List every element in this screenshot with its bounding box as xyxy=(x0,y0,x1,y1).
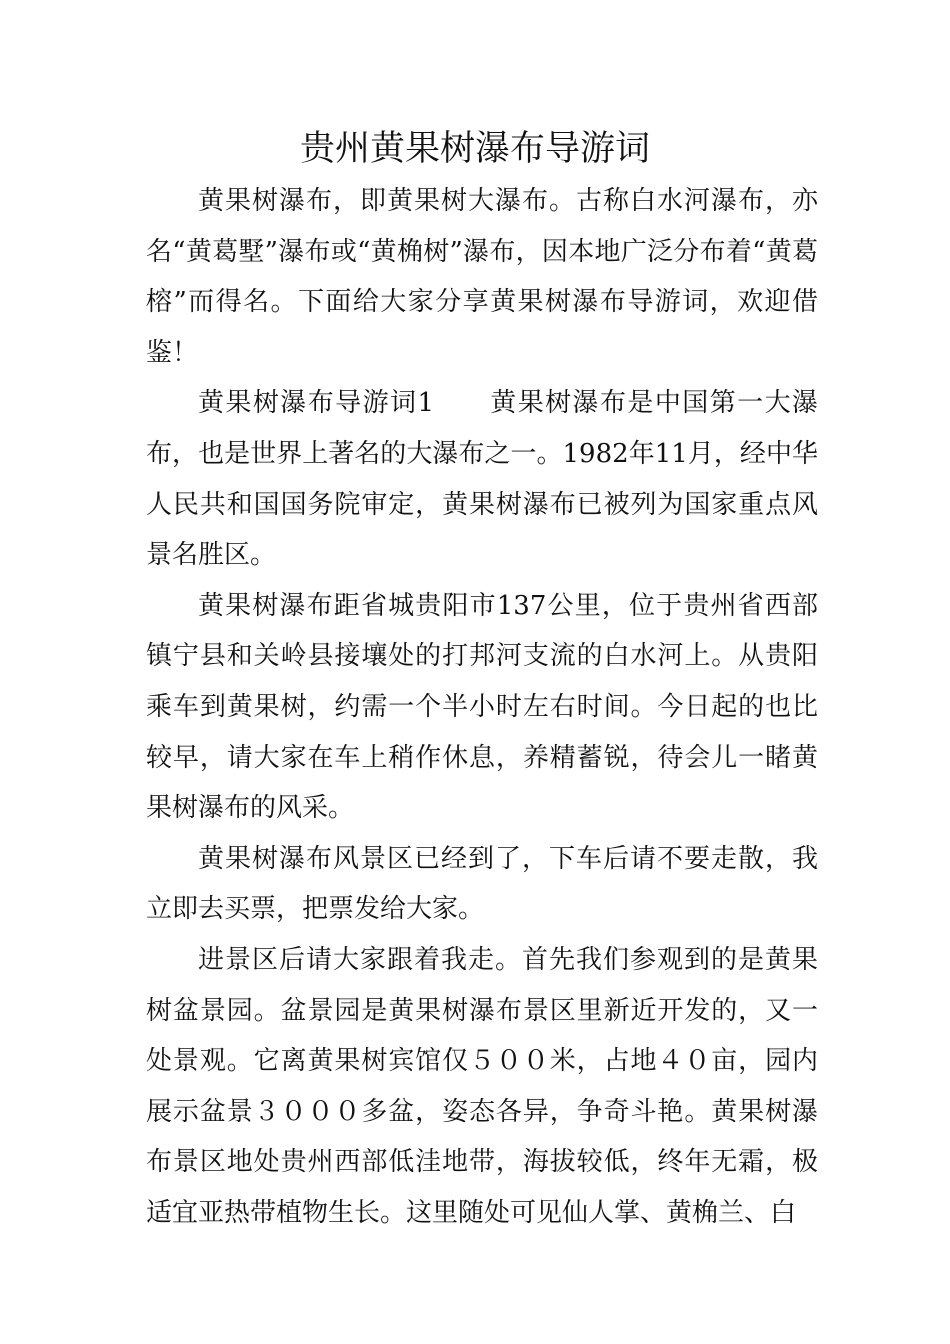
paragraph-section-1: 黄果树瀑布导游词1 黄果树瀑布是中国第一大瀑布，也是世界上著名的大瀑布之一。1982年11月，经中华人民共和国国务院审定，黄果树瀑布已被列为国家重点风景名胜区。 xyxy=(146,388,818,571)
paragraph-intro: 黄果树瀑布，即黄果树大瀑布。古称白水河瀑布，亦名“黄葛墅”瀑布或“黄桷树”瀑布，因本地广泛分布着“黄葛榕”而得名。下面给大家分享黄果树瀑布导游词，欢迎借鉴！ xyxy=(146,186,818,368)
paragraph-arrival: 黄果树瀑布风景区已经到了，下车后请不要走散，我立即去买票，把票发给大家。 xyxy=(146,843,818,925)
paragraph-bonsai-garden: 进景区后请大家跟着我走。首先我们参观到的是黄果树盆景园。盆景园是黄果树瀑布景区里新近开发的，又一处景观。它离黄果树宾馆仅５００米，占地４０亩，园内展示盆景３０００多盆，姿态各异，争奇斗艳。黄果树瀑布景区地处贵州西部低洼地带，海拔较低，终年无霜，极适宜亚热带植物生长。这里随处可见仙人掌、黄桷兰、白 xyxy=(146,944,818,1228)
document-title: 贵州黄果树瀑布导游词 xyxy=(299,129,650,169)
document-body xyxy=(146,176,818,1238)
paragraph-location: 黄果树瀑布距省城贵阳市137公里，位于贵州省西部镇宁县和关岭县接壤处的打邦河支流的白水河上。从贵阳乘车到黄果树，约需一个半小时左右时间。今日起的也比较早，请大家在车上稍作休息，养精蓄锐，待会儿一睹黄果树瀑布的风采。 xyxy=(146,590,818,824)
